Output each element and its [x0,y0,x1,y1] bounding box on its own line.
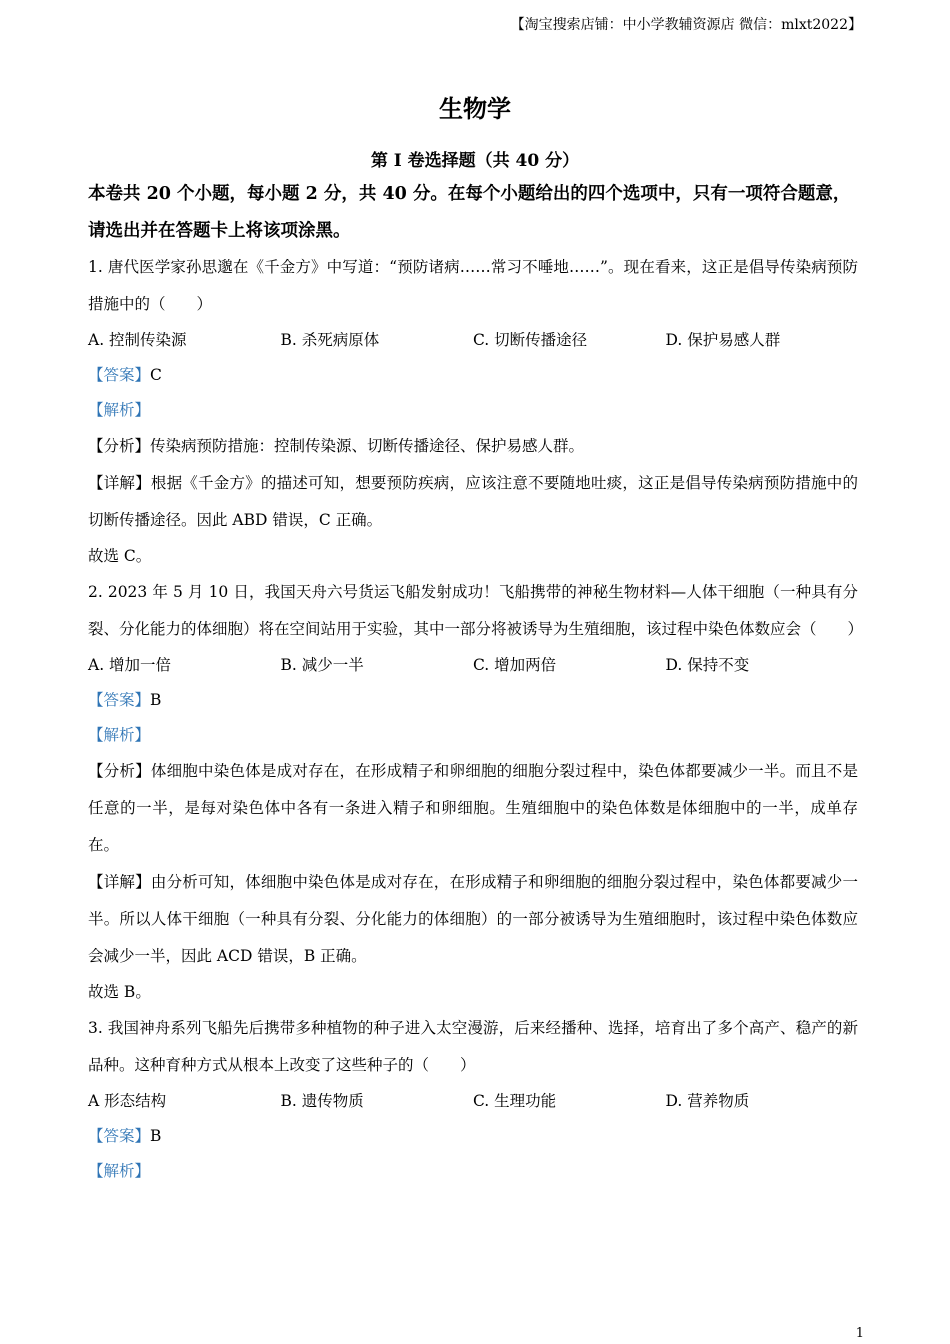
question-stem: 2. 2023 年 5 月 10 日，我国天舟六号货运飞船发射成功！飞船携带的神秘生物材料—人体干细胞（一种具有分裂、分化能力的体细胞）将在空间站用于实验，其中一部分将被诱导为生殖细胞，该过程中染色体数应会（ ） [88,583,864,638]
question-1 [88,249,858,574]
answer-line [88,683,858,718]
jiexi-label: 【解析】 [88,1162,151,1180]
detail-label: 【详解】 [88,474,151,492]
analysis-para [88,753,858,864]
option-d: D. 保护易感人群 [665,331,781,349]
answer-label: 【答案】 [88,1127,151,1145]
answer-value: C [150,366,162,384]
analysis-text: 传染病预防措施：控制传染源、切断传播途径、保护易感人群。 [150,437,585,455]
answer-value: B [150,691,162,709]
option-d: D. 保持不变 [665,656,750,674]
analysis-para [88,428,858,465]
detail-text: 由分析可知，体细胞中染色体是成对存在，在形成精子和卵细胞的细胞分裂过程中，染色体都要减少一半。所以人体干细胞（一种具有分裂、分化能力的体细胞）的一部分被诱导为生殖细胞时，该过程中染色体数应会减少一半，因此 ACD 错误，B 正确。 [88,873,858,965]
questions-content [88,249,864,1189]
options-row [88,1084,858,1119]
conclusion: 故选 C。 [88,547,152,565]
question-3 [88,1010,858,1189]
header-note: 【淘宝搜索店铺：中小学教辅资源店 微信：mlxt2022】 [510,17,862,33]
option-d: D. 营养物质 [665,1092,750,1110]
instructions: 本卷共 20 个小题，每小题 2 分，共 40 分。在每个小题给出的四个选项中，只有一项符合题意，请选出并在答题卡上将该项涂黑。 [88,184,851,241]
page-title: 生物学 [439,94,511,123]
page-number: 1 [855,1326,864,1341]
answer-label: 【答案】 [88,366,151,384]
detail-para [88,465,858,539]
answer-label: 【答案】 [88,691,151,709]
jiexi-line [88,393,858,428]
analysis-text: 体细胞中染色体是成对存在，在形成精子和卵细胞的细胞分裂过程中，染色体都要减少一半。而且不是任意的一半，是每对染色体中各有一条进入精子和卵细胞。生殖细胞中的染色体数是体细胞中的一半，成单存在。 [88,762,858,854]
conclusion: 故选 B。 [88,983,151,1001]
section-title: 第 I 卷选择题（共 40 分） [370,151,580,171]
detail-para [88,864,858,975]
option-a: A. 增加一倍 [88,656,172,674]
options-row [88,648,858,683]
option-b: B. 减少一半 [280,656,364,674]
option-b: B. 杀死病原体 [280,331,380,349]
analysis-label: 【分析】 [88,762,151,780]
analysis-label: 【分析】 [88,437,151,455]
option-b: B. 遗传物质 [280,1092,364,1110]
answer-line [88,1119,858,1154]
option-c: C. 生理功能 [473,1092,557,1110]
option-c: C. 增加两倍 [473,656,557,674]
option-c: C. 切断传播途径 [473,331,588,349]
jiexi-line [88,718,858,753]
answer-line [88,358,858,393]
option-a: A 形态结构 [88,1092,167,1110]
question-2 [88,574,864,1010]
question-stem: 1. 唐代医学家孙思邈在《千金方》中写道：“预防诸病……常习不唾地……”。现在看来，这正是倡导传染病预防措施中的（ ） [88,258,858,313]
jiexi-line [88,1154,858,1189]
options-row [88,323,858,358]
detail-text: 根据《千金方》的描述可知，想要预防疾病，应该注意不要随地吐痰，这正是倡导传染病预防措施中的切断传播途径。因此 ABD 错误，C 正确。 [88,474,858,529]
jiexi-label: 【解析】 [88,401,151,419]
option-a: A. 控制传染源 [88,331,187,349]
detail-label: 【详解】 [88,873,151,891]
answer-value: B [150,1127,162,1145]
question-stem: 3. 我国神舟系列飞船先后携带多种植物的种子进入太空漫游，后来经播种、选择，培育出了多个高产、稳产的新品种。这种育种方式从根本上改变了这些种子的（ ） [88,1019,858,1074]
jiexi-label: 【解析】 [88,726,151,744]
